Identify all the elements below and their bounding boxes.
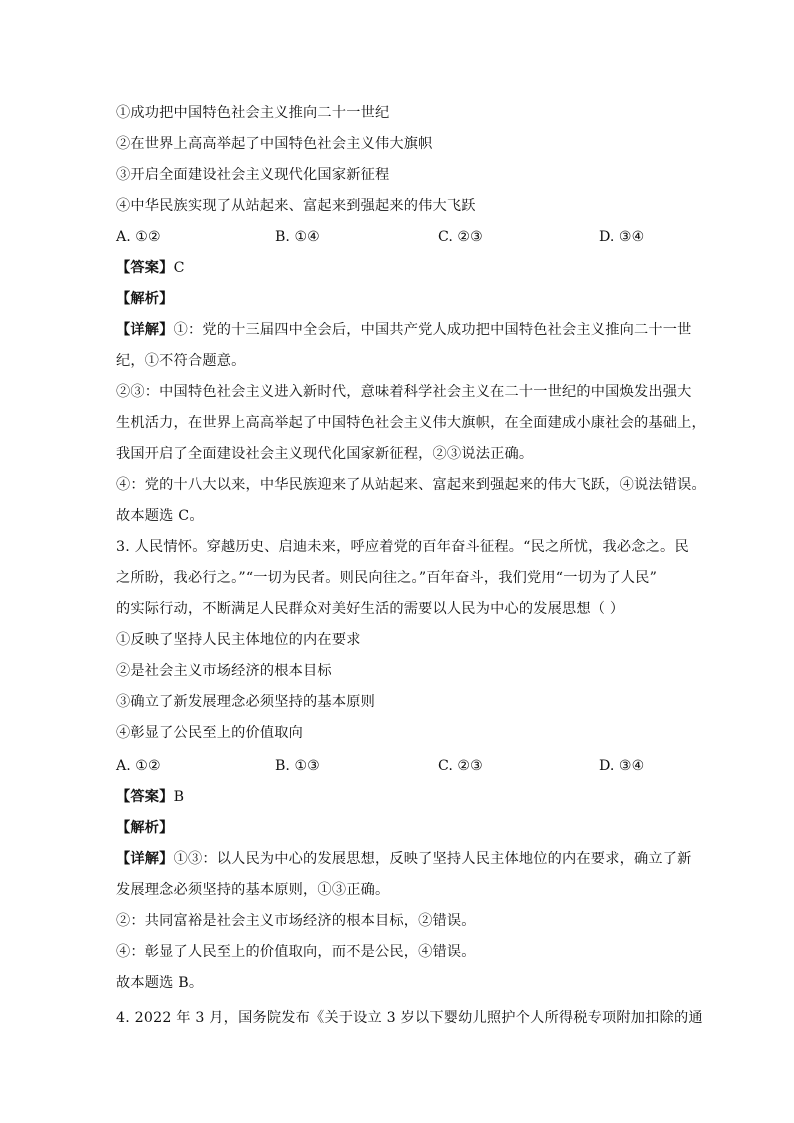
q2-conclusion: 故本题选 C。 [116,508,204,524]
q3-detail-2: 发展理念必须坚持的基本原则，①③正确。 [116,882,390,898]
q2-statement-2: ②在世界上高高举起了中国特色社会主义伟大旗帜 [116,136,433,152]
q3-stem-1: 3. 人民情怀。穿越历史、启迪未来，呼应着党的百年奋斗征程。“民之所忧，我必念之。民 [116,539,689,555]
q2-statement-1: ①成功把中国特色社会主义推向二十一世纪 [116,105,390,121]
q2-answer-value: C [173,260,185,276]
q3-conclusion: 故本题选 B。 [116,975,204,991]
q2-statement-4: ④中华民族实现了从站起来、富起来到强起来的伟大飞跃 [116,198,476,214]
q2-answer [116,258,681,278]
q3-option-b: B. ①③ [275,758,320,774]
q3-stem-3: 的实际行动，不断满足人民群众对美好生活的需要以人民为中心的发展思想（ ） [116,601,625,617]
q2-answer-tag: 【答案】 [116,260,174,276]
q3-statement-2: ②是社会主义市场经济的根本目标 [116,663,332,679]
q4-stem-1: 4. 2022 年 3 月，国务院发布《关于设立 3 岁以下婴幼儿照护个人所得税专项附加扣除的通 [116,1010,703,1026]
q2-detail-4: 生机活力，在世界上高高举起了中国特色社会主义伟大旗帜，在全面建成小康社会的基础上， [116,415,706,431]
q3-option-a: A. ①② [116,758,161,774]
q3-detail-tag: 【详解】 [116,851,174,867]
q3-detail-1 [116,849,692,869]
q2-option-c: C. ②③ [438,229,483,245]
q2-detail-text-1: ①：党的十三届四中全会后，中国共产党人成功把中国特色社会主义推向二十一世 [173,322,692,338]
q3-answer-value: B [173,789,185,805]
q3-option-c: C. ②③ [438,758,483,774]
q2-analysis-tag: 【解析】 [116,291,174,307]
q2-option-b: B. ①④ [275,229,320,245]
q3-stem-2: 之所盼，我必行之。”“一切为民者。则民向往之。”百年奋斗，我们党用“一切为了人民” [116,570,658,586]
q2-option-a: A. ①② [116,229,161,245]
q3-answer-tag: 【答案】 [116,789,174,805]
q3-option-d: D. ③④ [599,758,645,774]
q3-statement-4: ④彰显了公民至上的价值取向 [116,725,304,741]
q2-detail-1 [116,320,692,340]
q2-detail-2: 纪，①不符合题意。 [116,353,246,369]
q3-statement-3: ③确立了新发展理念必须坚持的基本原则 [116,694,375,710]
q2-detail-3: ②③：中国特色社会主义进入新时代，意味着科学社会主义在二十一世纪的中国焕发出强大 [116,384,692,400]
q3-detail-text-1: ①③：以人民为中心的发展思想，反映了坚持人民主体地位的内在要求，确立了新 [173,851,692,867]
q2-detail-6: ④：党的十八大以来，中华民族迎来了从站起来、富起来到强起来的伟大飞跃，④说法错误。 [116,477,706,493]
q2-option-d: D. ③④ [599,229,645,245]
q3-statement-1: ①反映了坚持人民主体地位的内在要求 [116,632,361,648]
q3-detail-3: ②：共同富裕是社会主义市场经济的根本目标，②错误。 [116,913,476,929]
q3-answer [116,787,681,807]
q3-analysis-tag: 【解析】 [116,820,174,836]
q2-detail-tag: 【详解】 [116,322,174,338]
q3-detail-4: ④：彰显了人民至上的价值取向，而不是公民，④错误。 [116,944,476,960]
q2-statement-3: ③开启全面建设社会主义现代化国家新征程 [116,167,390,183]
q2-detail-5: 我国开启了全面建设社会主义现代化国家新征程，②③说法正确。 [116,446,534,462]
